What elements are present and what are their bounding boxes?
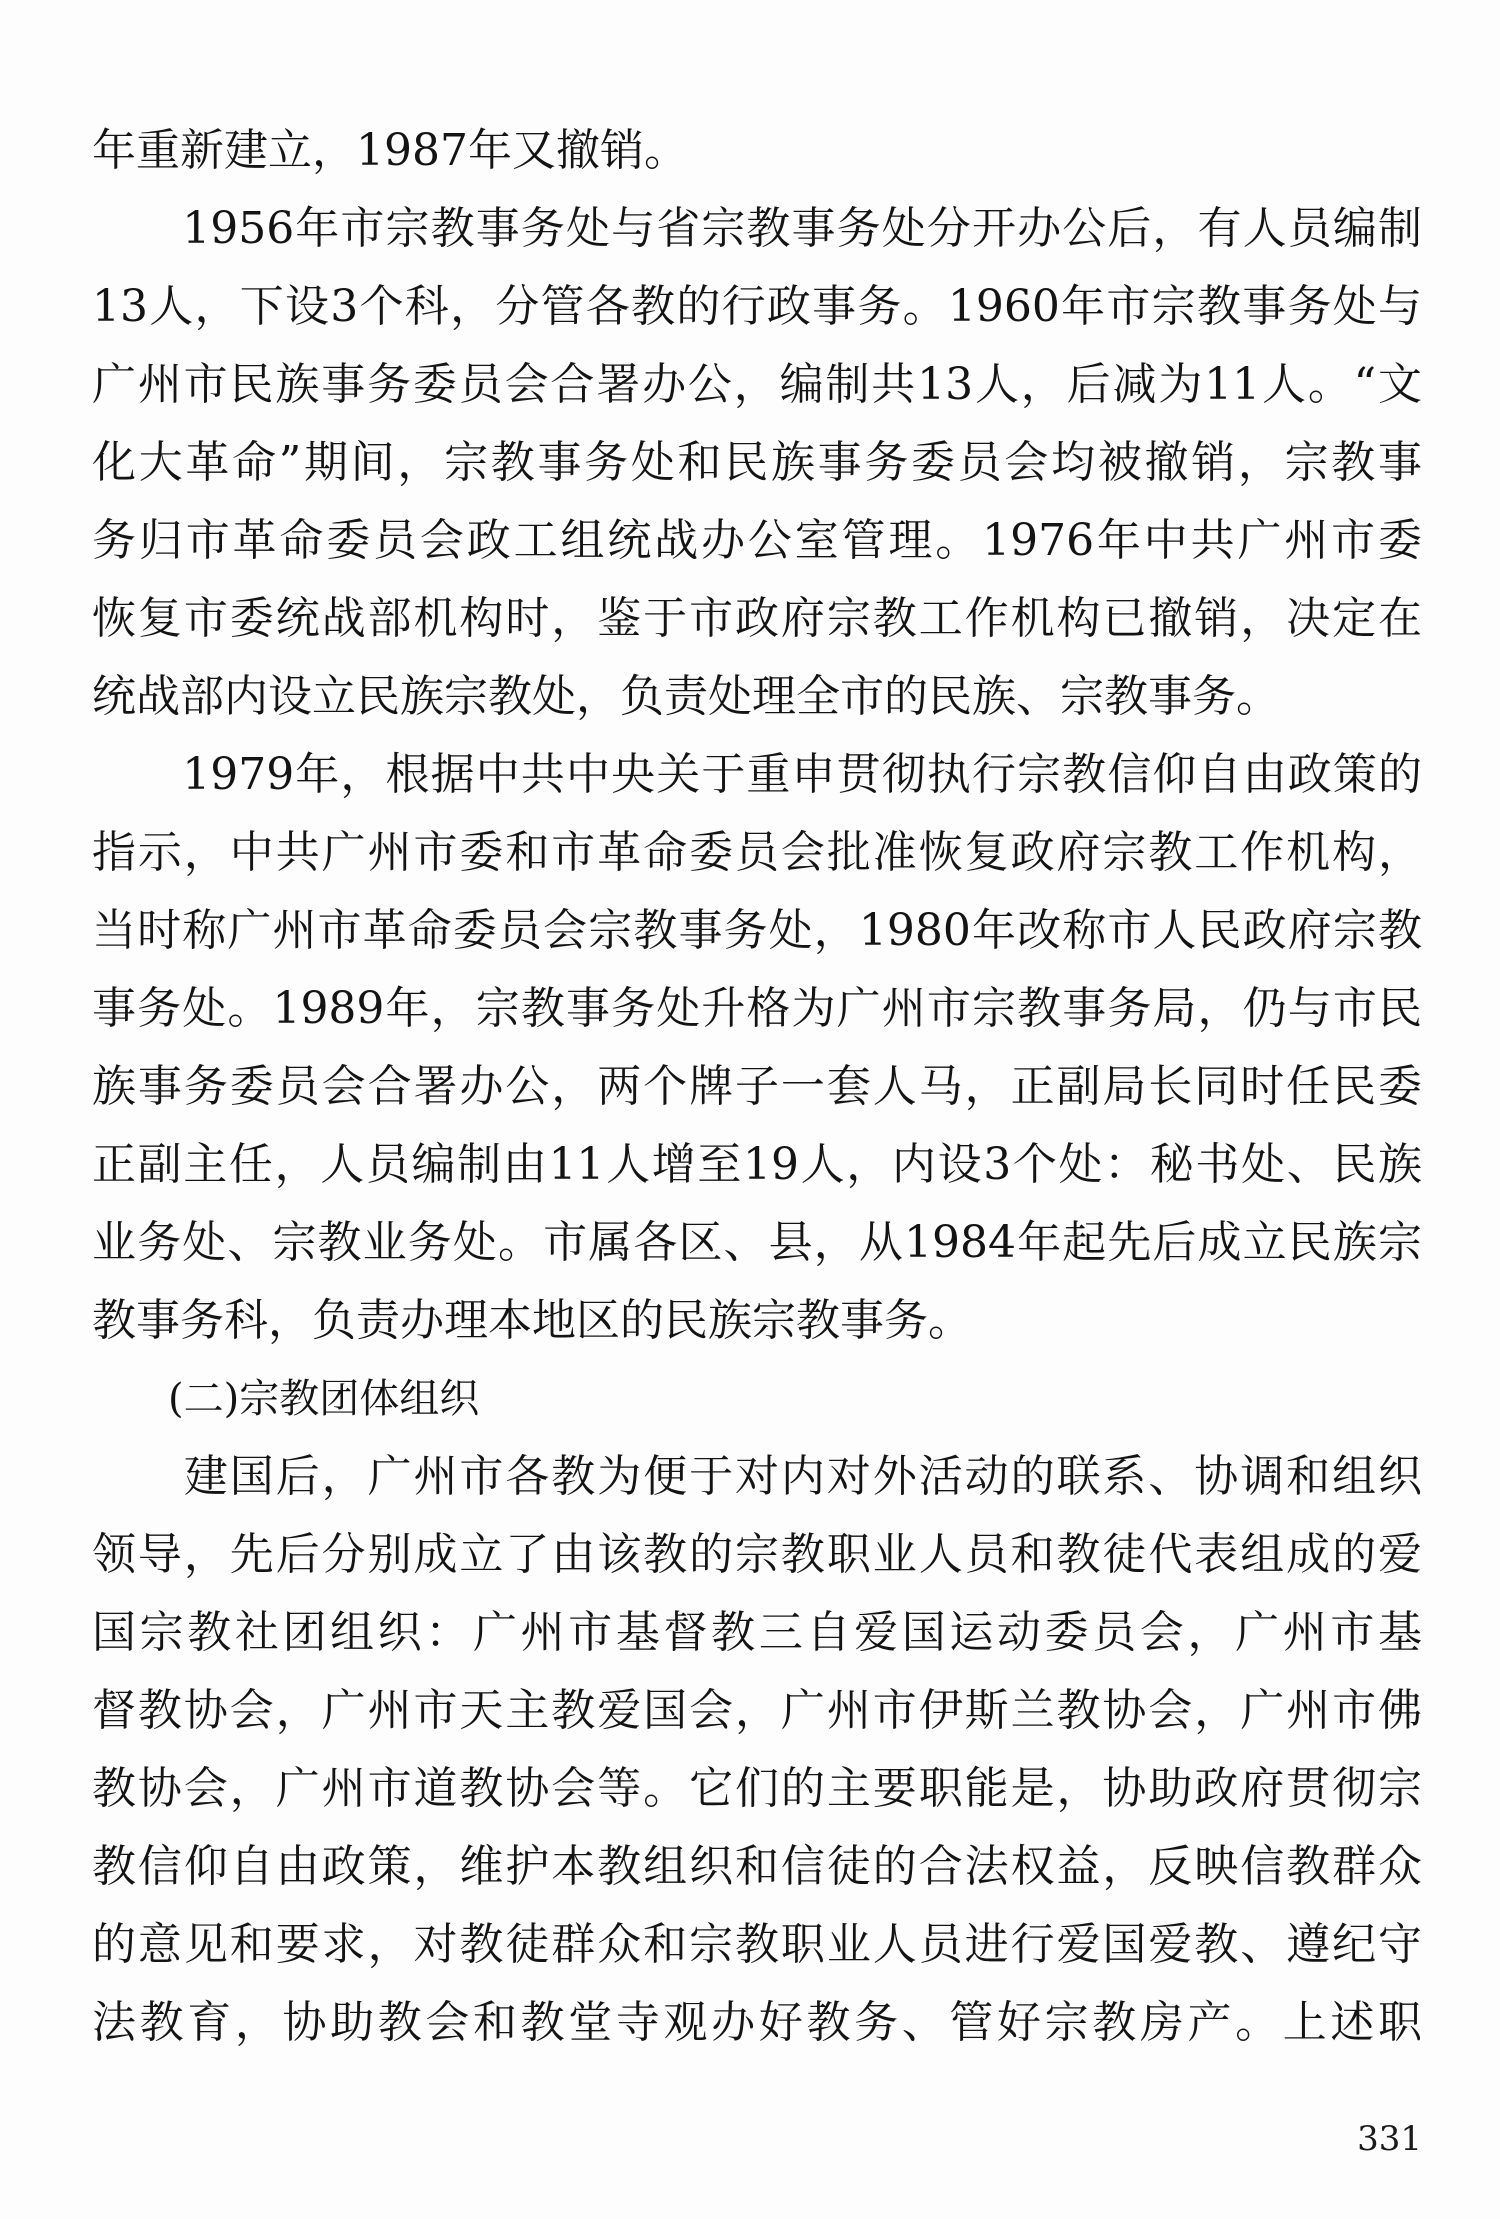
- text-line: 1979年，根据中共中央关于重申贯彻执行宗教信仰自由政策的: [92, 749, 1422, 800]
- section-heading: (二)宗教团体组织: [168, 1376, 480, 1422]
- body-text: [92, 112, 1422, 2062]
- text-line: 教协会，广州市道教协会等。它们的主要职能是，协助政府贯彻宗: [92, 1763, 1422, 1814]
- text-line: 教信仰自由政策，维护本教组织和信徒的合法权益，反映信教群众: [92, 1841, 1422, 1892]
- text-line: 国宗教社团组织：广州市基督教三自爱国运动委员会，广州市基: [92, 1607, 1422, 1658]
- text-line: 建国后，广州市各教为便于对内对外活动的联系、协调和组织: [92, 1451, 1422, 1502]
- text-line: 正副主任，人员编制由11人增至19人，内设3个处：秘书处、民族: [92, 1139, 1422, 1190]
- text-line: 业务处、宗教业务处。市属各区、县，从1984年起先后成立民族宗: [92, 1217, 1422, 1268]
- text-line: 13人，下设3个科，分管各教的行政事务。1960年市宗教事务处与: [92, 281, 1422, 332]
- text-line: 务归市革命委员会政工组统战办公室管理。1976年中共广州市委: [92, 515, 1422, 566]
- text-line: 督教协会，广州市天主教爱国会，广州市伊斯兰教协会，广州市佛: [92, 1685, 1422, 1736]
- text-line: 法教育，协助教会和教堂寺观办好教务、管好宗教房产。上述职: [92, 1997, 1422, 2048]
- text-line: 年重新建立，1987年又撤销。: [92, 125, 688, 176]
- text-line: 指示，中共广州市委和市革命委员会批准恢复政府宗教工作机构，: [92, 827, 1422, 878]
- text-line: 族事务委员会合署办公，两个牌子一套人马，正副局长同时任民委: [92, 1061, 1422, 1112]
- text-line: 领导，先后分别成立了由该教的宗教职业人员和教徒代表组成的爱: [92, 1529, 1422, 1580]
- text-line: 教事务科，负责办理本地区的民族宗教事务。: [92, 1295, 972, 1346]
- text-line: 化大革命”期间，宗教事务处和民族事务委员会均被撤销，宗教事: [92, 437, 1422, 488]
- text-line: 的意见和要求，对教徒群众和宗教职业人员进行爱国爱教、遵纪守: [92, 1919, 1422, 1970]
- text-line: 广州市民族事务委员会合署办公，编制共13人，后减为11人。“文: [92, 359, 1422, 410]
- page-number: 331: [1357, 2119, 1422, 2159]
- text-line: 统战部内设立民族宗教处，负责处理全市的民族、宗教事务。: [92, 671, 1280, 722]
- text-line: 恢复市委统战部机构时，鉴于市政府宗教工作机构已撤销，决定在: [92, 593, 1422, 644]
- text-line: 事务处。1989年，宗教事务处升格为广州市宗教事务局，仍与市民: [92, 983, 1422, 1034]
- text-line: 当时称广州市革命委员会宗教事务处，1980年改称市人民政府宗教: [92, 905, 1422, 956]
- text-line: 1956年市宗教事务处与省宗教事务处分开办公后，有人员编制: [92, 203, 1422, 254]
